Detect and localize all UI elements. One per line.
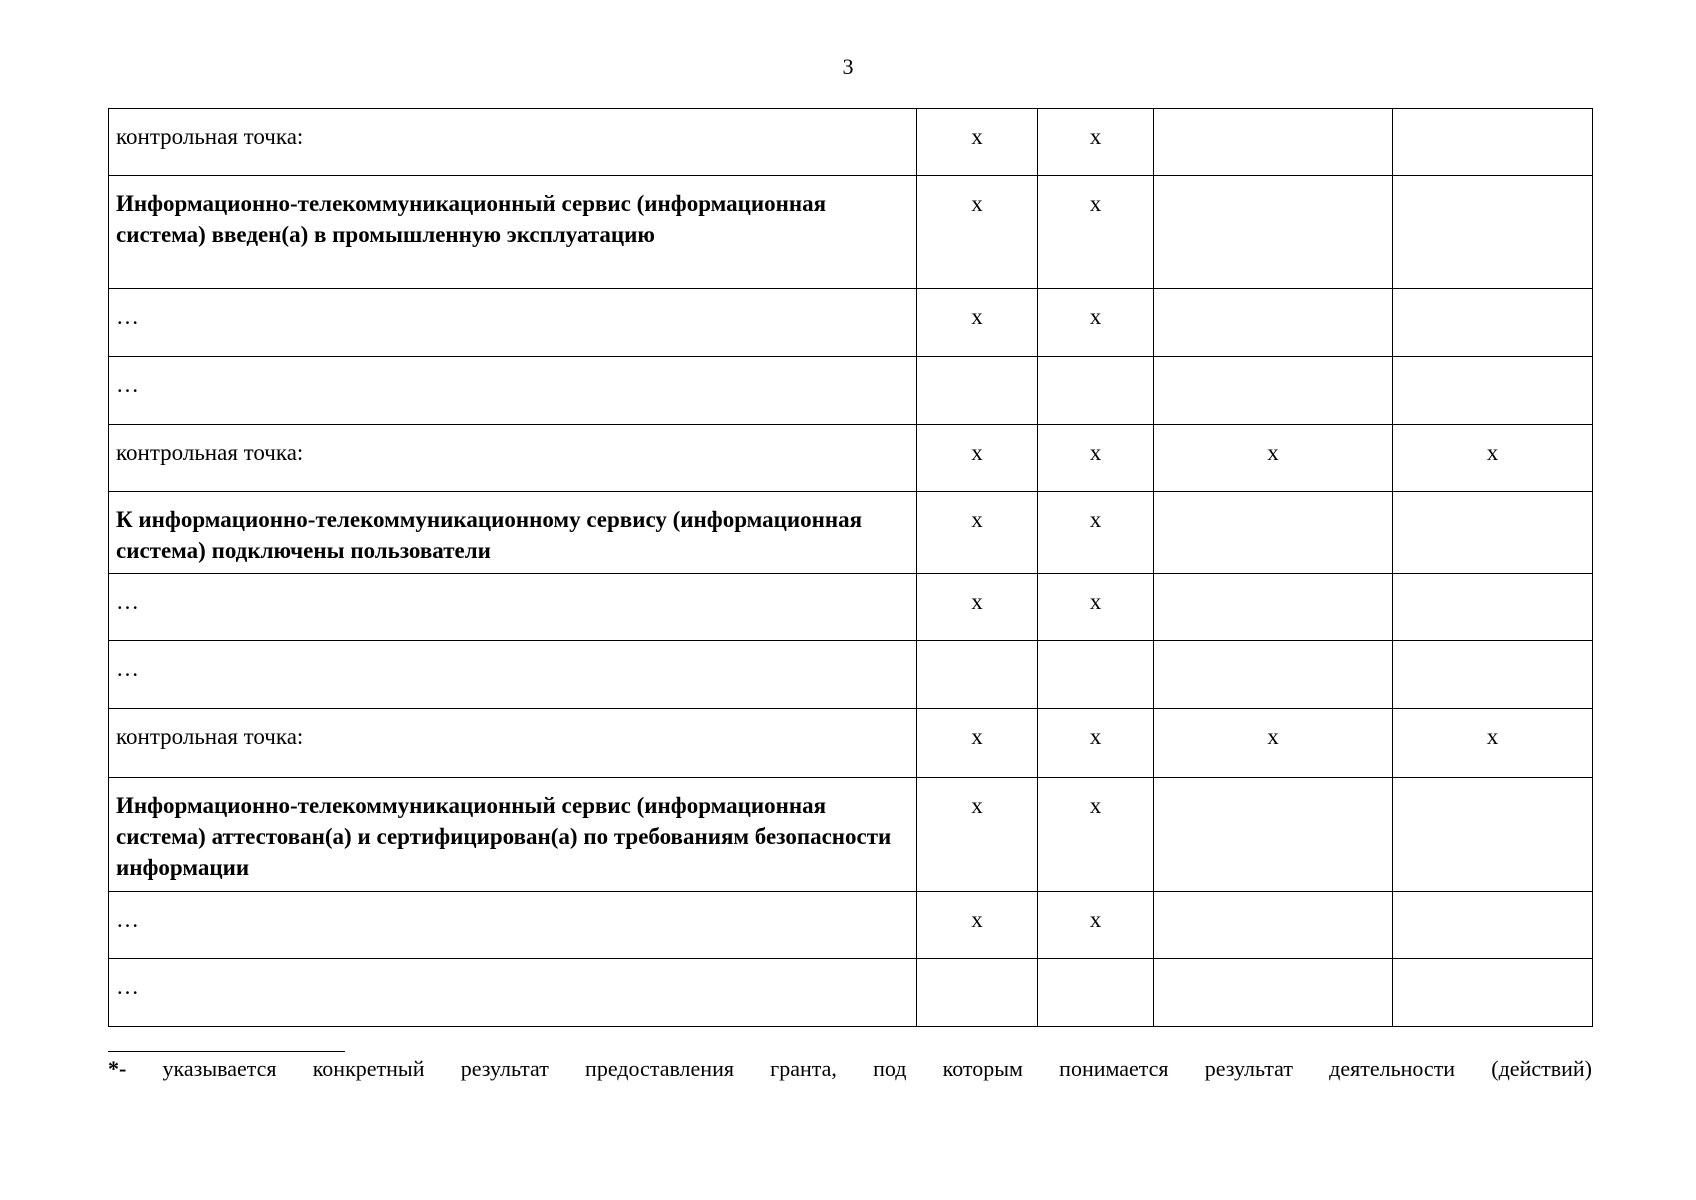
row-cell-1: x: [917, 289, 1038, 357]
row-cell-3: [1154, 641, 1393, 709]
row-cell-1: x: [917, 778, 1038, 892]
row-cell-3: x: [1154, 709, 1393, 778]
row-label: контрольная точка:: [109, 425, 917, 492]
row-cell-1: x: [917, 492, 1038, 574]
row-cell-1: x: [917, 892, 1038, 959]
row-cell-2: x: [1038, 425, 1154, 492]
row-label: …: [109, 357, 917, 425]
footnote-text: указывается конкретный результат предоставления гранта, под которым понимается результат деятельности (действий): [126, 1056, 1592, 1081]
row-label: К информационно-телекоммуникационному сервису (информационная система) подключены пользователи: [109, 492, 917, 574]
row-cell-2: x: [1038, 289, 1154, 357]
table-row: [109, 892, 1593, 959]
table-row: [109, 959, 1593, 1027]
row-cell-2: x: [1038, 709, 1154, 778]
footnote: [108, 1054, 1592, 1084]
row-cell-3: [1154, 959, 1393, 1027]
row-label: …: [109, 641, 917, 709]
row-cell-4: [1393, 492, 1593, 574]
row-label: контрольная точка:: [109, 709, 917, 778]
table-row: [109, 289, 1593, 357]
row-cell-3: [1154, 778, 1393, 892]
row-cell-3: [1154, 357, 1393, 425]
row-cell-2: x: [1038, 492, 1154, 574]
row-cell-2: x: [1038, 574, 1154, 641]
table-row: [109, 176, 1593, 289]
row-cell-3: [1154, 892, 1393, 959]
row-cell-1: [917, 641, 1038, 709]
row-cell-2: x: [1038, 176, 1154, 289]
table-row: [109, 709, 1593, 778]
row-cell-1: [917, 959, 1038, 1027]
row-cell-4: [1393, 892, 1593, 959]
row-cell-4: [1393, 357, 1593, 425]
footnote-marker: *-: [108, 1056, 127, 1081]
row-cell-4: [1393, 109, 1593, 176]
row-cell-4: x: [1393, 709, 1593, 778]
row-label: …: [109, 574, 917, 641]
row-cell-4: x: [1393, 425, 1593, 492]
row-cell-1: x: [917, 425, 1038, 492]
control-points-table: [108, 108, 1593, 1027]
row-cell-3: [1154, 574, 1393, 641]
row-cell-2: x: [1038, 778, 1154, 892]
row-label: …: [109, 289, 917, 357]
row-cell-4: [1393, 959, 1593, 1027]
row-cell-4: [1393, 641, 1593, 709]
row-cell-2: [1038, 641, 1154, 709]
table-row: [109, 778, 1593, 892]
row-cell-4: [1393, 289, 1593, 357]
row-label: …: [109, 959, 917, 1027]
row-cell-1: [917, 357, 1038, 425]
row-label: Информационно-телекоммуникационный сервис (информационная система) введен(а) в промышленную эксплуатацию: [109, 176, 917, 289]
row-cell-3: [1154, 492, 1393, 574]
table-row: [109, 492, 1593, 574]
row-cell-3: [1154, 289, 1393, 357]
row-cell-4: [1393, 778, 1593, 892]
page-number: 3: [842, 54, 854, 79]
row-cell-2: [1038, 357, 1154, 425]
row-cell-2: x: [1038, 109, 1154, 176]
row-cell-2: x: [1038, 892, 1154, 959]
row-cell-1: x: [917, 574, 1038, 641]
row-cell-1: x: [917, 109, 1038, 176]
row-cell-3: [1154, 176, 1393, 289]
table-row: [109, 109, 1593, 176]
row-cell-1: x: [917, 709, 1038, 778]
footnote-separator: [108, 1051, 345, 1052]
table-row: [109, 425, 1593, 492]
table-row: [109, 357, 1593, 425]
table-row: [109, 574, 1593, 641]
row-label: контрольная точка:: [109, 109, 917, 176]
row-cell-4: [1393, 574, 1593, 641]
row-cell-1: x: [917, 176, 1038, 289]
row-cell-3: x: [1154, 425, 1393, 492]
row-cell-4: [1393, 176, 1593, 289]
row-cell-3: [1154, 109, 1393, 176]
row-label: Информационно-телекоммуникационный сервис (информационная система) аттестован(а) и сертифицирован(а) по требованиям безопасности информации: [109, 778, 917, 892]
row-cell-2: [1038, 959, 1154, 1027]
table-row: [109, 641, 1593, 709]
row-label: …: [109, 892, 917, 959]
